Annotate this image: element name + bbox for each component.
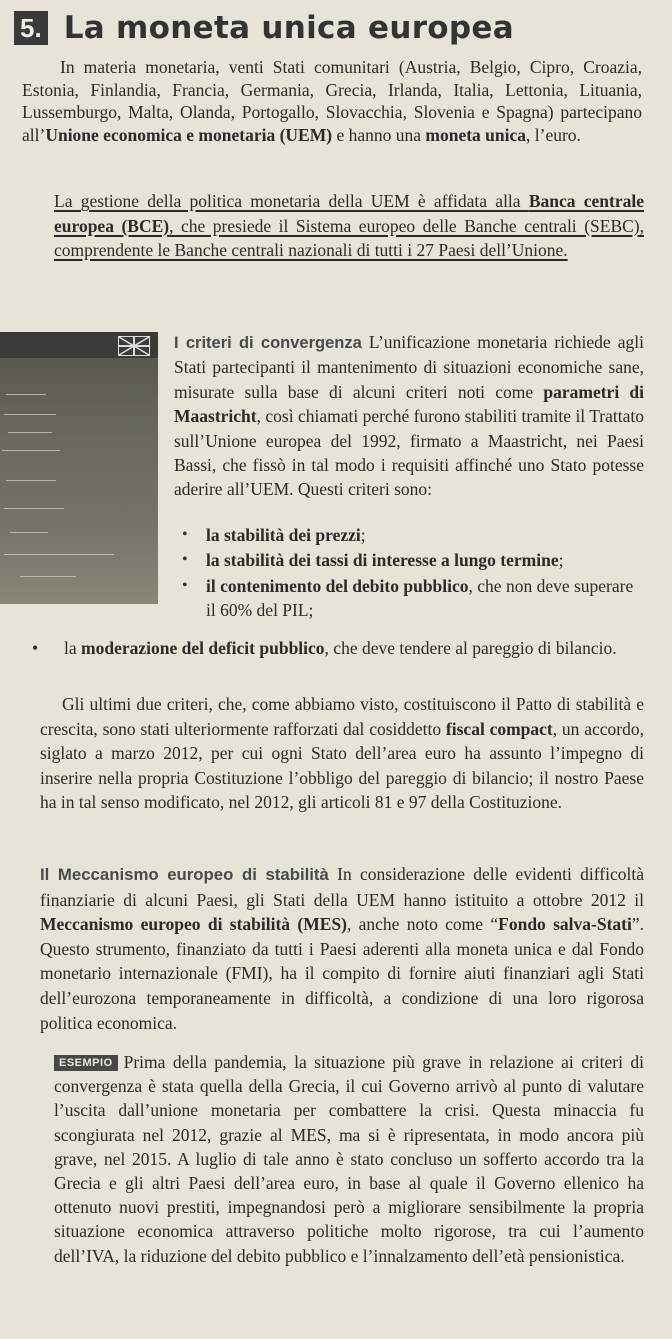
- mes-bold-fondo: Fondo salva-Stati: [498, 914, 632, 935]
- fiscal-text-1: Gli ultimi due criteri, che, come abbiamo visto, costituiscono il Patto di stabilità e crescita, sono stati ulteriormente rafforzati dal cosiddetto: [40, 694, 644, 739]
- criterion-prices: la stabilità dei prezzi: [206, 525, 361, 545]
- mes-lead: Il Meccanismo europeo di stabilità: [40, 865, 329, 884]
- criterion-text: ;: [360, 525, 366, 545]
- mes-paragraph: [40, 862, 644, 1035]
- section-title: La moneta unica europea: [63, 10, 514, 46]
- intro-text-2: e hanno una: [332, 124, 426, 145]
- fiscal-bold: fiscal compact: [445, 718, 553, 739]
- convergence-text-1: L’unificazione monetaria richiede agli Stati partecipanti il mantenimento di situazioni economiche sane, misurate sulla base di alcuni criteri noti come: [174, 332, 644, 402]
- criterion-deficit: moderazione del deficit pubblico: [81, 638, 325, 658]
- signature-line: [4, 414, 56, 415]
- mes-bold: Meccanismo europeo di stabilità (MES): [40, 914, 347, 935]
- example-text: Prima della pandemia, la situazione più grave in relazione ai criteri di convergenza è stata quella della Grecia, il cui Governo arrivò al punto di valutare l’uscita dall’unione monetaria per combattere la crisi. Questa minaccia fu scongiurata nel 2012, grazie al MES, ma si è ripresentata, in modo ancora più grave, nel 2015. A luglio di tale anno è stato concluso un sofferto accordo tra la Grecia e gli altri Paesi dell’area euro, in base al quale il Governo ellenico ha ottenuto nuovi prestiti, impegnandosi però a migliorare sensibilmente la propria situazione economica attraverso politiche molto rigorose, tra cui l’aumento dell’IVA, la riduzione del debito pubblico e l’innalzamento dell’età pensionistica.: [54, 1052, 644, 1266]
- convergence-text-2: , così chiamati perché furono stabiliti tramite il Trattato sull’Unione europea del 1992, firmato a Maastricht, nei Paesi Bassi, che fissò in tal modo i requisiti affinché uno Stato potesse aderire all’UEM. Questi criteri sono:: [174, 406, 644, 500]
- example-paragraph: [54, 1050, 644, 1268]
- intro-text-3: , l’euro.: [526, 124, 581, 145]
- intro-bold-uem: Unione economica e monetaria (UEM): [45, 124, 333, 145]
- list-item: [32, 636, 644, 660]
- intro-text-1: In materia monetaria, venti Stati comunitari (Austria, Belgio, Cipro, Croazia, Estonia, Finlandia, Francia, Germania, Grecia, Irlanda, Italia, Lettonia, Lituania, Lussemburgo, Malta, Olanda, Portogallo, Slovacchia, Slovenia e Spagna) partecipano all’: [22, 57, 642, 145]
- mes-text-2: , anche noto come “: [346, 914, 499, 935]
- intro-paragraph: [22, 56, 642, 146]
- signature-line: [2, 450, 60, 451]
- convergence-lead: I criteri di convergenza: [174, 334, 362, 352]
- criteria-list: [174, 523, 644, 623]
- intro-bold-moneta-unica: moneta unica: [425, 124, 527, 145]
- example-badge: ESEMPIO: [54, 1055, 118, 1071]
- signature-line: [6, 480, 56, 481]
- signature-line: [20, 576, 76, 577]
- signature-line: [10, 532, 48, 533]
- treaty-signatures-photo: [0, 332, 158, 604]
- signature-line: [4, 508, 64, 509]
- signature-line: [8, 432, 52, 433]
- list-item: [174, 548, 644, 572]
- bce-bold: Banca centrale europea (BCE): [54, 191, 644, 236]
- mes-text-1: In considerazione delle evidenti difficoltà finanziarie di alcuni Paesi, gli Stati della UEM hanno istituito a ottobre 2012 il: [40, 864, 644, 910]
- list-item: [174, 574, 644, 623]
- criterion-text: la: [64, 638, 82, 658]
- criterion-text: ;: [558, 550, 564, 571]
- signature-line: [6, 394, 46, 395]
- signature-line: [4, 554, 114, 555]
- fiscal-compact-paragraph: [40, 692, 644, 815]
- section-number: 5.: [14, 11, 48, 45]
- bce-paragraph: [54, 189, 644, 263]
- criterion-text: , che deve tendere al pareggio di bilancio.: [324, 638, 617, 658]
- bce-text-1: La gestione della politica monetaria della UEM è affidata alla: [54, 191, 529, 211]
- criterion-text: , che non deve superare il 60% del PIL;: [206, 575, 634, 621]
- criterion-debt: il contenimento del debito pubblico: [206, 575, 469, 596]
- mes-text-3: ”. Questo strumento, finanziato da tutti i Paesi aderenti alla moneta unica e dal Fondo monetario internazionale (FMI), ha il compito di fornire aiuti finanziari agli Stati dell’eurozona temporaneamente in difficoltà, a condizione di una loro rigorosa politica economica.: [40, 914, 645, 1033]
- convergence-paragraph: [174, 330, 644, 502]
- list-item: [174, 523, 644, 547]
- fiscal-text-2: , un accordo, siglato a marzo 2012, per cui ogni Stato dell’area euro ha assunto l’impegno di inserire nella propria Costituzione l’obbligo del pareggio di bilancio; il nostro Paese ha in tal senso modificato, nel 2012, gli articoli 81 e 97 della Costituzione.: [40, 718, 644, 813]
- criterion-interest: la stabilità dei tassi di interesse a lungo termine: [206, 550, 559, 571]
- flag-icon: [118, 336, 150, 356]
- convergence-bold: parametri di Maastricht: [174, 381, 644, 427]
- section-heading: [14, 10, 514, 46]
- bce-text-2: , che presiede il Sistema europeo delle Banche centrali (SEBC), comprendente le Banche centrali nazionali di tutti i 27 Paesi dell’Unione.: [54, 215, 644, 260]
